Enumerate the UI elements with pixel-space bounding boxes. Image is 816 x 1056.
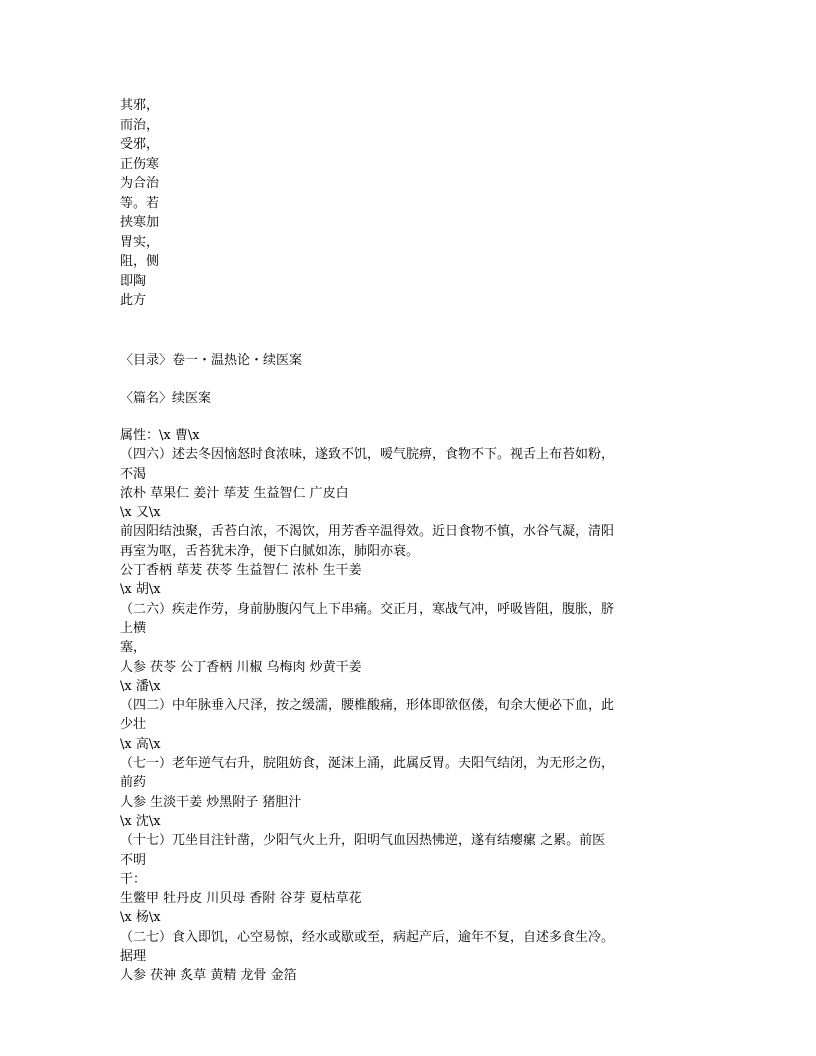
prescription-line: 人参 生淡干姜 炒黑附子 猪胆汁 (120, 794, 302, 810)
text-line: 挟寒加 (120, 215, 160, 230)
text-line: 等。若 (120, 195, 160, 211)
text-line: （十七）兀坐目注针凿，少阳气火上升，阳明气血因热怫逆，遂有结瘿瘰 之累。前医 (120, 833, 606, 849)
text-line: 其邪， (120, 98, 160, 113)
prescription-line: 公丁香柄 荜茇 茯苓 生益智仁 浓朴 生干姜 (120, 563, 362, 579)
text-line: \x 潘\x (120, 678, 161, 694)
text-line: 上横 (120, 620, 147, 636)
text-line: \x 杨\x (120, 910, 161, 926)
text-line: （七一）老年逆气右升，脘阻妨食，涎沫上涌，此属反胃。夫阳气结闭，为无形之伤， (120, 756, 615, 772)
text-line: \x 沈\x (120, 813, 161, 829)
prescription-line: 浓朴 草果仁 姜汁 荜茇 生益智仁 广皮白 (120, 485, 349, 501)
toc-line: 〈目录〉卷一・温热论・续医案 (120, 353, 303, 368)
text-line: 属性：\x 曹\x (120, 428, 200, 443)
text-line: 正伤寒 (120, 156, 160, 172)
text-line: 塞， (120, 640, 147, 656)
text-line: 胃实， (120, 234, 160, 250)
text-line: 据理 (120, 949, 147, 965)
fragment-lines (120, 96, 660, 311)
prescription-line: 人参 茯神 炙草 黄精 龙骨 金箔 (120, 968, 297, 984)
text-line: \x 高\x (120, 736, 161, 752)
text-line: （四六）述去冬因恼怒时食浓味，遂致不饥，嗳气脘痹，食物不下。视舌上布苔如粉， (120, 447, 615, 463)
title-line: 〈篇名〉续医案 (120, 391, 212, 406)
case-records (120, 426, 660, 986)
text-line: 少壮 (120, 717, 147, 733)
text-line: 为合治 (120, 176, 160, 191)
text-line: 再室为呕，舌苔犹未净，便下白腻如冻，肺阳亦衰。 (120, 543, 420, 559)
text-line: （二六）疾走作劳，身前胁腹闪气上下串痛。交正月，寒战气冲，呼吸皆阻，腹胀，脐 (120, 601, 615, 617)
text-line: 受邪， (120, 137, 160, 152)
text-line: \x 又\x (120, 505, 161, 521)
text-line: \x 胡\x (120, 582, 161, 598)
text-line: 不渴 (120, 466, 147, 482)
text-line: （二七）食入即饥，心空易惊，经水或歇或至，病起产后，逾年不复，自述多食生冷。 (120, 929, 615, 945)
prescription-line: 人参 茯苓 公丁香柄 川椒 乌梅肉 炒黄干姜 (120, 659, 362, 675)
text-line: 而治， (120, 117, 160, 133)
text-line: 前药 (120, 775, 147, 791)
text-line: 干： (120, 871, 147, 887)
prescription-line: 生鳖甲 牡丹皮 川贝母 香附 谷芽 夏枯草花 (120, 891, 362, 907)
text-line: 阻，侧 (120, 254, 160, 269)
text-line: 不明 (120, 852, 147, 868)
text-line: （四二）中年脉垂入尺泽，按之缓濡，腰椎酸痛，形体即欲伛偻，旬余大便必下血，此 (120, 698, 615, 714)
text-line: 此方 (120, 293, 147, 308)
text-line: 前因阳结浊聚，舌苔白浓，不渴饮，用芳香辛温得效。近日食物不慎，水谷气凝，清阳 (120, 524, 615, 540)
text-line: 即陶 (120, 273, 147, 289)
